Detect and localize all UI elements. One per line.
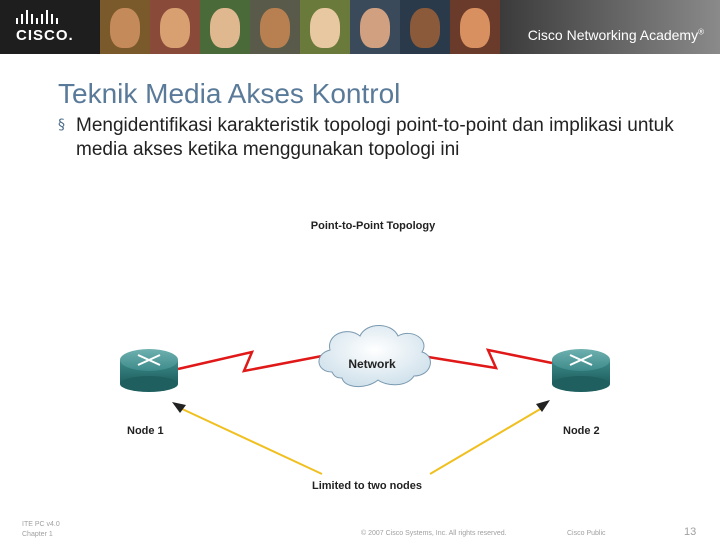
footer-classification: Cisco Public	[567, 530, 606, 537]
footer-course-line1: ITE PC v4.0	[22, 521, 60, 528]
arrow-to-node1-icon	[172, 402, 322, 474]
footer-course-line2: Chapter 1	[22, 531, 53, 538]
bullet-text: Mengidentifikasi karakteristik topologi point-to-point dan implikasi untuk media akses ketika menggunakan topologi ini	[76, 115, 674, 160]
router-node2-icon	[552, 349, 610, 392]
bullet-marker: §	[58, 117, 65, 133]
diagram-title: Point-to-Point Topology	[310, 220, 436, 232]
arrow-to-node2-icon	[430, 400, 550, 474]
diagram-caption: Limited to two nodes	[312, 480, 422, 492]
node1-label: Node 1	[127, 425, 164, 437]
link-network-node2	[422, 350, 552, 368]
footer-course	[22, 520, 60, 540]
academy-text: Cisco Networking Academy®	[527, 27, 704, 43]
cloud-label: Network	[348, 357, 396, 371]
page-number: 13	[684, 526, 697, 538]
cisco-logo-text: CISCO.	[16, 27, 74, 44]
link-node1-network	[178, 352, 322, 371]
slide-title: Teknik Media Akses Kontrol	[58, 78, 401, 109]
node2-label: Node 2	[563, 425, 600, 437]
router-node1-icon	[120, 349, 178, 392]
footer-copyright: © 2007 Cisco Systems, Inc. All rights reserved.	[361, 530, 507, 537]
